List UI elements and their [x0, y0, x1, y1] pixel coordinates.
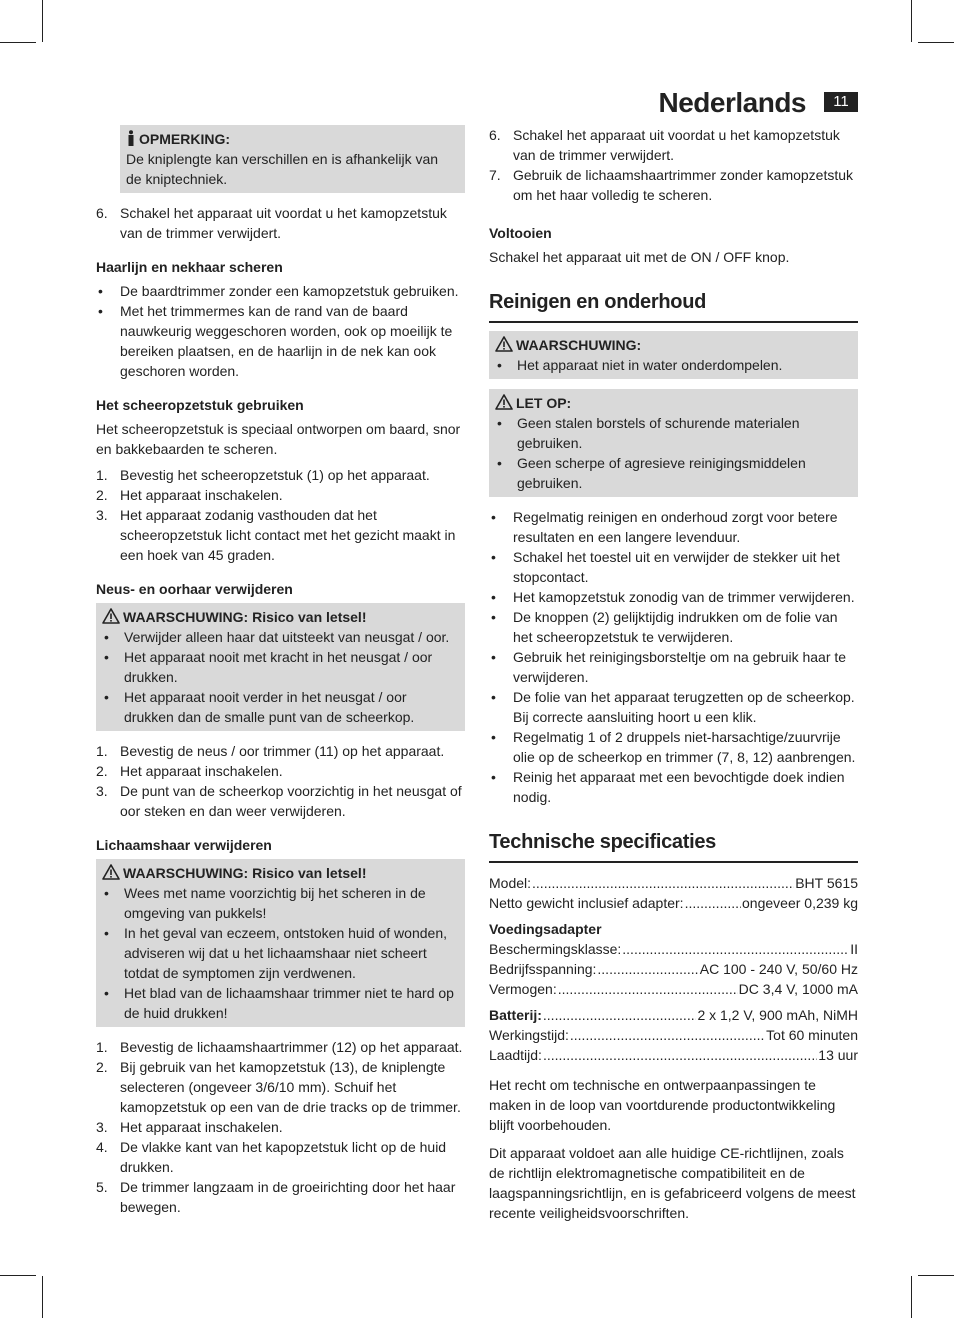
page-number: 11 — [824, 92, 858, 112]
warning-heading: WAARSCHUWING: Risico van letsel! — [123, 609, 367, 625]
list-item: • De folie van het apparaat terugzetten op de scheerkop. Bij correcte aansluiting hoort u een klik. — [489, 687, 858, 727]
list-item: 4. De vlakke kant van het kapopzetstuk licht op de huid drukken. — [96, 1139, 447, 1175]
section-title: Technische specificaties — [489, 829, 858, 863]
crop-mark — [0, 42, 36, 43]
step-list — [96, 1037, 465, 1217]
bullet-list — [489, 507, 858, 807]
list-item: 3. De punt van de scheerkop voorzichtig in het neusgat of oor steken en dan weer verwijderen. — [96, 783, 462, 819]
spec-row: Model: ..... BHT 5615 — [489, 873, 858, 893]
page-title: Nederlands — [658, 87, 806, 118]
list-item: • Geen stalen borstels of schurende materialen gebruiken. — [495, 413, 850, 453]
warning-box — [96, 859, 465, 1027]
list-item: • Regelmatig 1 of 2 druppels niet-harsachtige/zuurvrije olie op de scheerkop en trimmer (7, 8, 12) aanbrengen. — [489, 727, 858, 767]
left-column — [96, 125, 465, 1223]
list-item: • Het apparaat nooit verder in het neusgat / oor drukken dan de smalle punt van de scheerkop. — [102, 687, 457, 727]
list-item: • Met het trimmermes kan de rand van de baard nauwkeurig weggeschoren worden, ook op moeilijk te bereiken plaatsen, en de haarlijn in de nek kan ook geschoren worden. — [96, 301, 465, 381]
warning-icon — [102, 608, 120, 624]
right-column — [489, 125, 858, 1231]
list-item: • Het apparaat niet in water onderdompelen. — [495, 355, 850, 375]
list-item: • De baardtrimmer zonder een kamopzetstuk gebruiken. — [96, 281, 465, 301]
crop-mark — [918, 42, 954, 43]
spec-row: Laadtijd: ..... 13 uur — [489, 1045, 858, 1065]
list-item: • Schakel het toestel uit en verwijder de stekker uit het stopcontact. — [489, 547, 858, 587]
spec-row: Beschermingsklasse: ..... II — [489, 939, 858, 959]
list-item: • Reinig het apparaat met een bevochtigde doek indien nodig. — [489, 767, 858, 807]
warning-icon — [102, 864, 120, 880]
crop-mark — [0, 1275, 36, 1276]
crop-mark — [911, 1276, 912, 1318]
crop-mark — [42, 1276, 43, 1318]
list-item: • Gebruik het reinigingsborsteltje om na gebruik haar te verwijderen. — [489, 647, 858, 687]
list-item: • In het geval van eczeem, ontstoken huid of wonden, adviseren wij dat u het lichaamshaar niet scheert totdat de symptomen zijn verdwenen. — [102, 923, 457, 983]
list-item: • Geen scherpe of agresieve reinigingsmiddelen gebruiken. — [495, 453, 850, 493]
list-item: 1. Bevestig het scheeropzetstuk (1) op het apparaat. — [96, 467, 430, 483]
list-item: 7. Gebruik de lichaamshaartrimmer zonder kamopzetstuk om het haar volledig te scheren. — [489, 167, 854, 203]
spec-subheading: Voedingsadapter — [489, 921, 602, 937]
crop-mark — [911, 0, 912, 42]
list-item: 3. Het apparaat zodanig vasthouden dat het scheeropzetstuk licht contact met het gezicht maakt in een hoek van 45 graden. — [96, 507, 456, 563]
bullet-list — [96, 281, 465, 381]
warning-box — [489, 331, 858, 379]
list-item: • De knoppen (2) gelijktijdig indrukken om de folie van het scheeropzetstuk te verwijderen. — [489, 607, 858, 647]
warning-icon — [495, 336, 513, 352]
list-item: • Regelmatig reinigen en onderhoud zorgt voor betere resultaten en een langere levenduur. — [489, 507, 858, 547]
spec-row: Netto gewicht inclusief adapter: ..... ongeveer 0,239 kg — [489, 893, 858, 913]
spec-row: Werkingstijd: ..... Tot 60 minuten — [489, 1025, 858, 1045]
list-item: 2. Het apparaat inschakelen. — [96, 487, 283, 503]
spec-row: Vermogen: ..... DC 3,4 V, 1000 mA — [489, 979, 858, 999]
section-heading: Het scheeropzetstuk gebruiken — [96, 397, 304, 413]
section-heading: Neus- en oorhaar verwijderen — [96, 581, 293, 597]
warning-heading: WAARSCHUWING: — [516, 337, 642, 353]
warning-icon — [495, 394, 513, 410]
crop-mark — [918, 1275, 954, 1276]
list-item: 2. Bij gebruik van het kamopzetstuk (13), de kniplengte selecteren (ongeveer 3/6/10 mm). Schuif het kamopzetstuk op een van de drie tracks op de trimmer. — [96, 1059, 461, 1115]
caution-box — [489, 389, 858, 497]
list-item: 3. Het apparaat inschakelen. — [96, 1119, 283, 1135]
list-item: • Verwijder alleen haar dat uitsteekt van neusgat / oor. — [102, 627, 457, 647]
paragraph: Dit apparaat voldoet aan alle huidige CE-richtlijnen, zoals de richtlijn elektromagnetische compatibiliteit en de laagspanningsrichtlijn, en is gefabriceerd volgens de meest recente veiligheidsvoorschriften. — [489, 1145, 856, 1221]
caution-heading: LET OP: — [516, 395, 572, 411]
section-heading: Haarlijn en nekhaar scheren — [96, 259, 283, 275]
list-item: • Het kamopzetstuk zonodig van de trimmer verwijderen. — [489, 587, 858, 607]
step-list — [96, 741, 465, 821]
note-box — [120, 125, 465, 193]
note-text: De kniplengte kan verschillen en is afhankelijk van de kniptechniek. — [126, 151, 439, 187]
step-list — [96, 465, 465, 565]
paragraph: Schakel het apparaat uit met de ON / OFF knop. — [489, 249, 790, 265]
section-heading: Voltooien — [489, 225, 552, 241]
step-list — [489, 125, 858, 205]
paragraph: Het recht om technische en ontwerpaanpassingen te maken in de loop van voortdurende productontwikkeling blijft voorbehouden. — [489, 1077, 836, 1133]
step-list — [96, 203, 465, 243]
warning-box — [96, 603, 465, 731]
section-title: Reinigen en onderhoud — [489, 289, 858, 323]
list-item: 6. Schakel het apparaat uit voordat u het kamopzetstuk van de trimmer verwijdert. — [96, 205, 447, 241]
note-heading: OPMERKING: — [139, 131, 230, 147]
warning-heading: WAARSCHUWING: Risico van letsel! — [123, 865, 367, 881]
list-item: 5. De trimmer langzaam in de groeirichting door het haar bewegen. — [96, 1179, 456, 1215]
spec-row: Bedrijfsspanning: ..... AC 100 - 240 V, 50/60 Hz — [489, 959, 858, 979]
page-header — [600, 84, 858, 124]
list-item: • Het apparaat nooit met kracht in het neusgat / oor drukken. — [102, 647, 457, 687]
info-icon — [126, 130, 136, 146]
list-item: • Wees met name voorzichtig bij het scheren in de omgeving van pukkels! — [102, 883, 457, 923]
list-item: 2. Het apparaat inschakelen. — [96, 763, 283, 779]
list-item: 1. Bevestig de neus / oor trimmer (11) op het apparaat. — [96, 743, 445, 759]
spec-row: Batterij: ..... 2 x 1,2 V, 900 mAh, NiMH — [489, 1005, 858, 1025]
list-item: • Het blad van de lichaamshaar trimmer niet te hard op de huid drukken! — [102, 983, 457, 1023]
section-heading: Lichaamshaar verwijderen — [96, 837, 272, 853]
list-item: 6. Schakel het apparaat uit voordat u het kamopzetstuk van de trimmer verwijdert. — [489, 127, 840, 163]
paragraph: Het scheeropzetstuk is speciaal ontworpen om baard, snor en bakkebaarden te scheren. — [96, 421, 461, 457]
list-item: 1. Bevestig de lichaamshaartrimmer (12) op het apparaat. — [96, 1039, 463, 1055]
crop-mark — [42, 0, 43, 42]
